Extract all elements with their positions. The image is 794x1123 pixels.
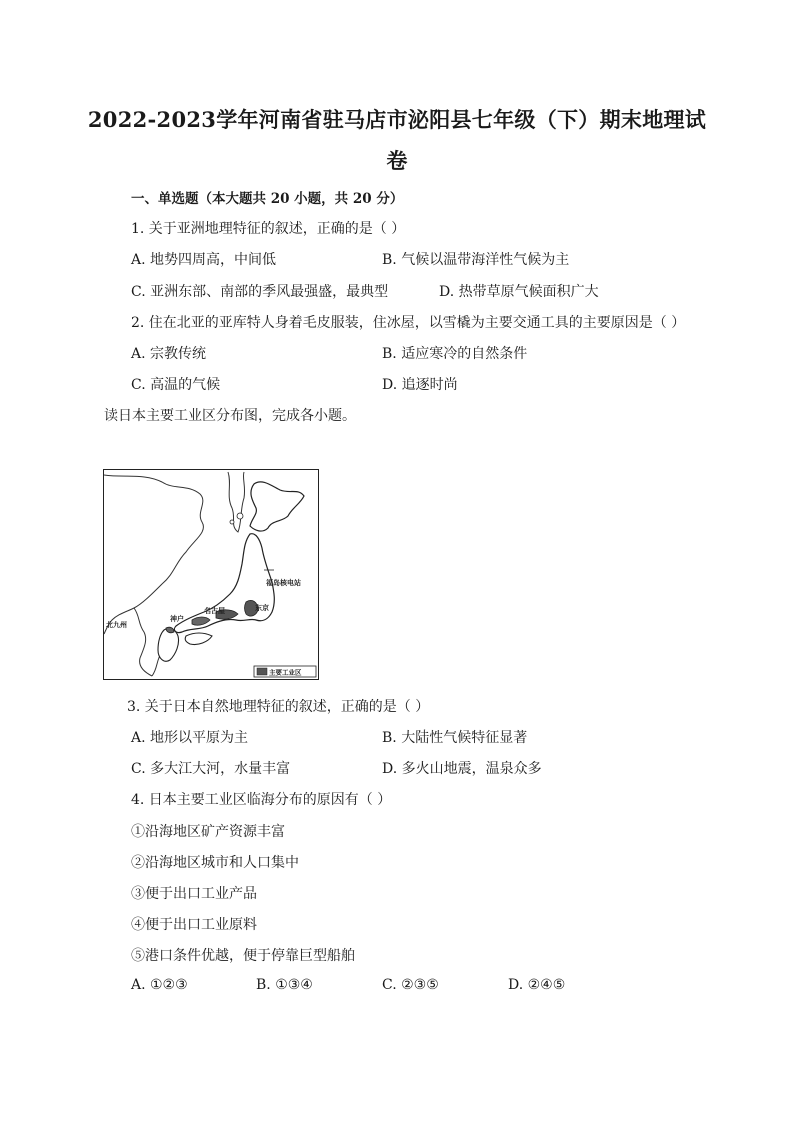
title-line-2: 卷: [386, 148, 408, 173]
q2-option-b: B. 适应寒冷的自然条件: [382, 346, 528, 362]
q3-option-d: D. 多火山地震，温泉众多: [382, 761, 542, 777]
q4-stem: 4. 日本主要工业区临海分布的原因有（ ）: [131, 792, 392, 808]
shikoku-outline: [185, 633, 212, 645]
section-heading: 一、单选题（本大题共 20 小题，共 20 分）: [131, 191, 404, 207]
q3-option-a: A. 地形以平原为主: [131, 730, 249, 746]
q2-option-a: A. 宗教传统: [131, 346, 207, 362]
q4-item-2: ②沿海地区城市和人口集中: [131, 855, 299, 871]
q1-option-d: D. 热带草原气候面积广大: [439, 284, 599, 300]
q4-item-3: ③便于出口工业产品: [131, 886, 257, 902]
hokkaido-outline: [250, 482, 304, 531]
q4-option-b: B. ①③④: [256, 977, 313, 993]
q4-item-5: ⑤港口条件优越，便于停靠巨型船舶: [131, 948, 355, 964]
q1-option-a: A. 地势四周高，中间低: [131, 252, 277, 268]
map-intro: 读日本主要工业区分布图，完成各小题。: [104, 408, 356, 424]
q3-option-b: B. 大陆性气候特征显著: [382, 730, 528, 746]
q4-option-d: D. ②④⑤: [508, 977, 566, 993]
q2-stem: 2. 住在北亚的亚库特人身着毛皮服装，住冰屋，以雪橇为主要交通工具的主要原因是（ ）: [131, 315, 686, 331]
q2-option-d: D. 追逐时尚: [382, 377, 458, 393]
mainland-coastline: [104, 475, 203, 634]
q3-stem: 3. 关于日本自然地理特征的叙述，正确的是（ ）: [127, 699, 430, 715]
label-fukushima: 福岛核电站: [266, 579, 301, 587]
q1-stem: 1. 关于亚洲地理特征的叙述，正确的是（ ）: [131, 221, 406, 237]
q3-option-c: C. 多大江大河，水量丰富: [131, 761, 291, 777]
q4-option-c: C. ②③⑤: [382, 977, 439, 993]
q1-option-c: C. 亚洲东部、南部的季风最强盛，最典型: [131, 284, 389, 300]
q4-item-1: ①沿海地区矿产资源丰富: [131, 824, 285, 840]
label-kobe: 神户: [170, 615, 184, 623]
japan-industry-map: [103, 469, 319, 680]
label-kitakyushu: 北九州: [106, 621, 127, 629]
q1-option-b: B. 气候以温带海洋性气候为主: [382, 252, 570, 268]
q2-option-c: C. 高温的气候: [131, 377, 221, 393]
q4-item-4: ④便于出口工业原料: [131, 917, 257, 933]
legend-label: 主要工业区: [269, 668, 302, 677]
label-nagoya: 名古屋: [204, 607, 225, 615]
kyushu-outline: [158, 628, 179, 661]
label-tokyo: 东京: [255, 604, 269, 612]
q4-option-a: A. ①②③: [131, 977, 188, 993]
title-line-1: 2022-2023学年河南省驻马店市泌阳县七年级（下）期末地理试: [87, 107, 707, 132]
legend-swatch: [257, 668, 267, 675]
korea-coastline: [134, 608, 152, 676]
